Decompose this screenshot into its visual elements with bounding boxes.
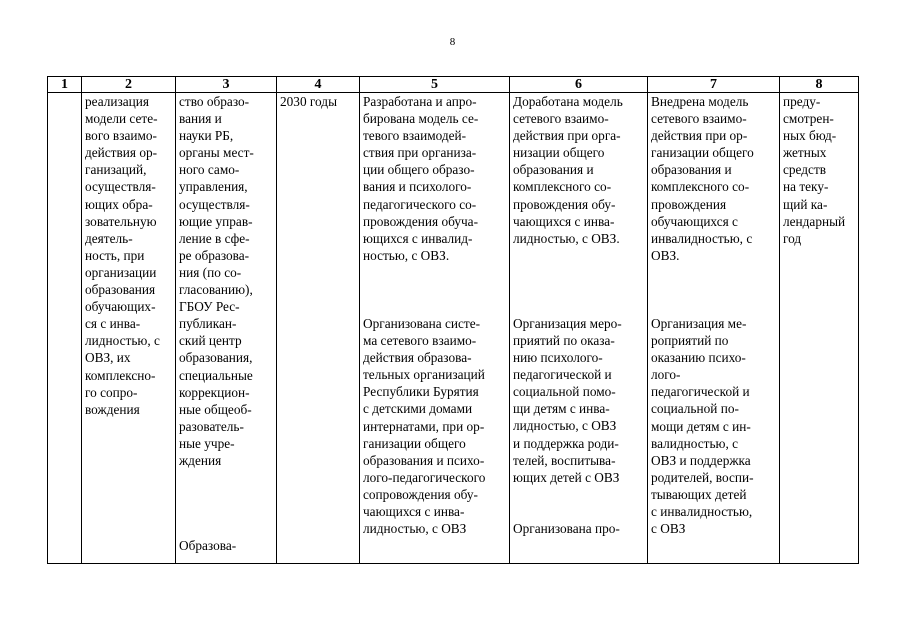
result-col5-block2: Организована систе- ма сетевого взаимо- действия образова- тельных организаций Республики Бурятия с детскими домами интернатами, при ор- ганизации общего образования и психо- лого-педагогического сопровождения обу- чающихся с инва- лидностью, с ОВЗ [363,315,486,537]
cell-result-col6 [510,93,648,564]
cell-funding [780,93,859,564]
result-col6-block3: Организована про- [513,520,620,536]
header-cell: 3 [176,77,277,93]
cell-number [48,93,82,564]
header-cell: 5 [360,77,510,93]
period-text: 2030 годы [280,94,338,109]
header-row [48,77,859,93]
cell-result-col7 [648,93,780,564]
table-row [48,93,859,564]
result-col5-block1: Разработана и апро- бирована модель се- тевого взаимодей- ствия при организа- ции общего образо- вания и психолого- педагогического со- провождения обуча- ющихся с инвалид- ностью, с ОВЗ. [363,94,479,263]
funding-text: преду- смотрен- ных бюд- жетных средств на теку- щий ка- лендарный год [783,94,846,246]
measure-text: реализация модели сете- вого взаимо- действия ор- ганизаций, осуществля- ющих обра- зовательную деятель- ность, при организации образования обучающих- ся с инва- лидностью, с ОВЗ, их комплексно- го сопро- вождения [85,94,160,417]
measures-table [47,76,859,564]
cell-executors [176,93,277,564]
executors-text: ство образо- вания и науки РБ, органы мест- ного само- управления, осуществля- ющие управ- ление в сфе- ре образова- ния (по со- гласованию), ГБОУ Рес- публикан- ский центр образования, специальные коррекцион- ные общеоб- разователь- ные учре- ждения [179,94,254,468]
header-cell: 8 [780,77,859,93]
header-cell: 7 [648,77,780,93]
result-col7-block2: Организация ме- роприятий по оказанию психо- лого- педагогической и социальной по- мощи детям с ин- валидностью, с ОВЗ и поддержка родителей, воспи- тывающих детей с инвалидностью, с ОВЗ [651,315,754,537]
result-col6-block2: Организация меро- приятий по оказа- нию психолого- педагогической и социальной помо- щи детям с инва- лидностью, с ОВЗ и поддержка роди- телей, воспитыва- ющих детей с ОВЗ [513,315,622,485]
result-col6-block1: Доработана модель сетевого взаимо- действия при орга- низации общего образования и комплексного со- провождения обу- чающихся с инва- лидностью, с ОВЗ. [513,94,623,246]
executors-tail: Образова- [179,538,237,554]
cell-measure [82,93,176,564]
header-cell: 2 [82,77,176,93]
cell-result-col5 [360,93,510,564]
header-cell: 4 [277,77,360,93]
header-cell: 1 [48,77,82,93]
page-number: 8 [449,36,456,48]
result-col7-block1: Внедрена модель сетевого взаимо- действия при ор- ганизации общего образования и комплексного со- провождения обучающихся с инвалидностью, с ОВЗ. [651,94,754,263]
header-cell: 6 [510,77,648,93]
cell-period [277,93,360,564]
